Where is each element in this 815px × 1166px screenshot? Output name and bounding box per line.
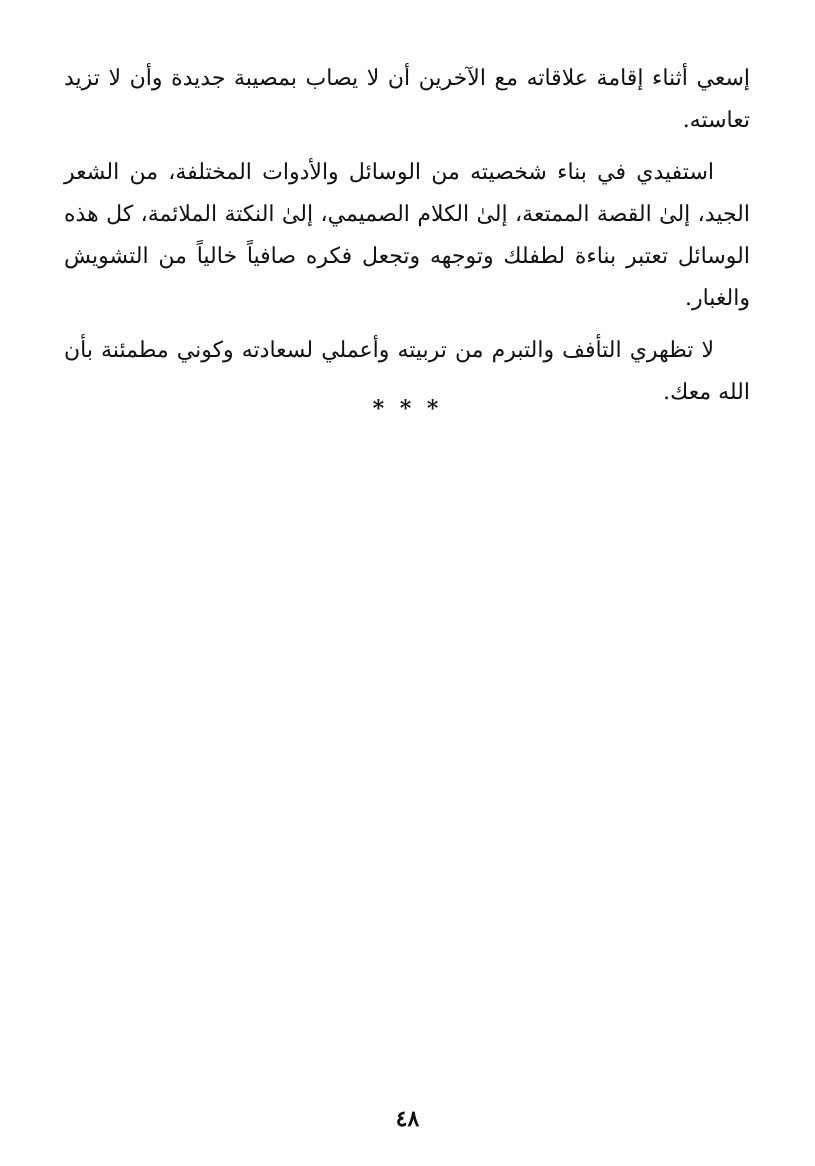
paragraph-1: إسعي أثناء إقامة علاقاته مع الآخرين أن لا يصاب بمصيبة جديدة وأن لا تزيد تعاسته. [64,66,750,133]
section-separator: * * * [372,396,443,422]
body-text [64,58,750,414]
page-number: ٤٨ [395,1106,420,1132]
paragraph-3: لا تظهري التأفف والتبرم من تربيته وأعملي لسعادته وكوني مطمئنة بأن الله معك. [64,338,750,405]
paragraph-2: استفيدي في بناء شخصيته من الوسائل والأدوات المختلفة، من الشعر الجيد، إلىٰ القصة الممتعة، إلىٰ الكلام الصميمي، إلىٰ النكتة الملائمة، كل هذه الوسائل تعتبر بناءة لطفلك وتوجهه وتجعل فكره صافياً خالياً من التشويش والغبار. [64,160,750,311]
